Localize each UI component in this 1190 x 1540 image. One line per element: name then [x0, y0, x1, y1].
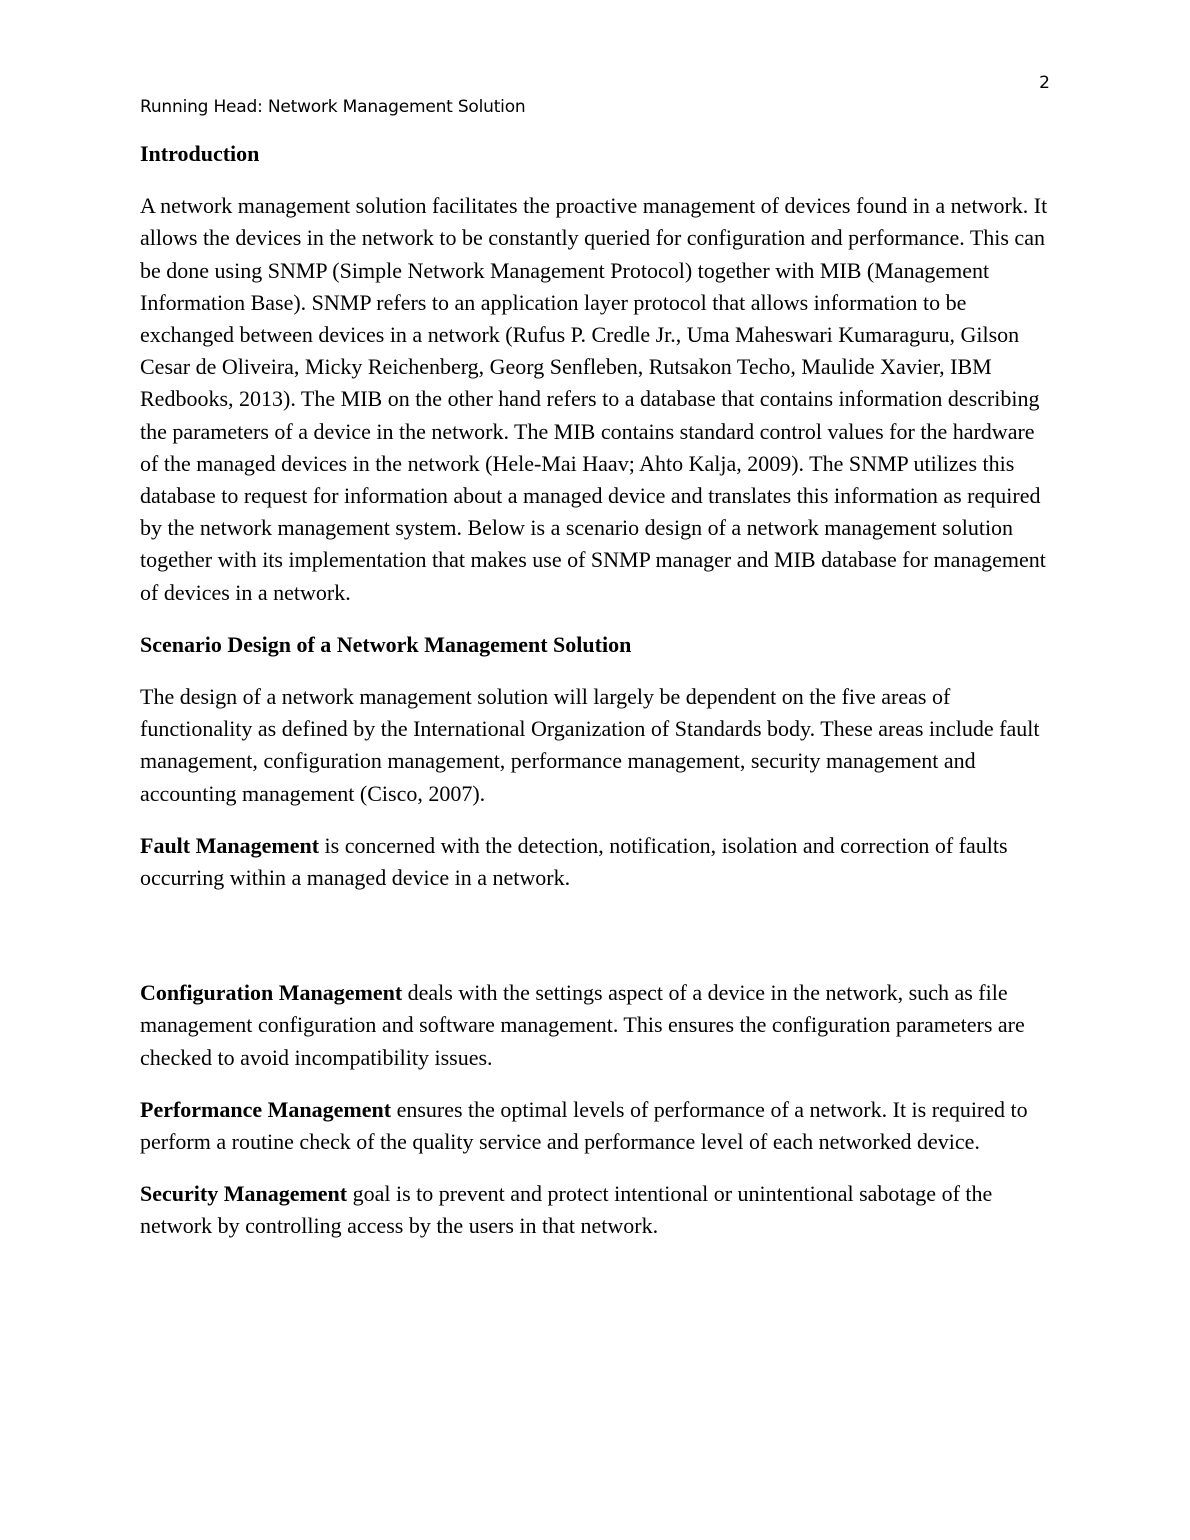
fault-management-paragraph	[140, 830, 1050, 894]
configuration-management-text: deals with the settings aspect of a device in the network, such as file management configuration and software management. This ensures the configuration parameters are checked to avoid incompatibility issues.	[140, 980, 1025, 1070]
section-heading-scenario-design: Scenario Design of a Network Management Solution	[140, 631, 632, 657]
configuration-management-paragraph	[140, 977, 1050, 1074]
page-number: 2	[1039, 73, 1050, 93]
running-head: Running Head: Network Management Solution	[140, 97, 526, 117]
document-body	[140, 138, 1050, 1263]
security-management-paragraph	[140, 1178, 1050, 1242]
performance-management-term: Performance Management	[140, 1096, 392, 1122]
security-management-term: Security Management	[140, 1181, 348, 1207]
configuration-management-term: Configuration Management	[140, 980, 403, 1006]
fault-management-term: Fault Management	[140, 832, 320, 858]
performance-management-text: ensures the optimal levels of performance of a network. It is required to perform a routine check of the quality service and performance level of each networked device.	[140, 1096, 1028, 1155]
scenario-paragraph: The design of a network management solution will largely be dependent on the five areas of functionality as defined by the International Organization of Standards body. These areas include fault management, configuration management, performance management, security management and accounting management (Cisco, 2007).	[140, 684, 1040, 806]
fault-management-text: is concerned with the detection, notification, isolation and correction of faults occurring within a managed device in a network.	[140, 832, 1008, 891]
performance-management-paragraph	[140, 1094, 1050, 1158]
section-heading-introduction: Introduction	[140, 141, 260, 166]
introduction-paragraph: A network management solution facilitates the proactive management of devices found in a network. It allows the devices in the network to be constantly queried for configuration and performance. This can be done using SNMP (Simple Network Management Protocol) together with MIB (Management Information Base). SNMP refers to an application layer protocol that allows information to be exchanged between devices in a network (Rufus P. Credle Jr., Uma Maheswari Kumaraguru, Gilson Cesar de Oliveira, Micky Reichenberg, Georg Senfleben, Rutsakon Techo, Maulide Xavier, IBM Redbooks, 2013). The MIB on the other hand refers to a database that contains information describing the parameters of a device in the network. The MIB contains standard control values for the hardware of the managed devices in the network (Hele-Mai Haav; Ahto Kalja, 2009). The SNMP utilizes this database to request for information about a managed device and translates this information as required by the network management system. Below is a scenario design of a network management solution together with its implementation that makes use of SNMP manager and MIB database for management of devices in a network.	[140, 193, 1048, 605]
security-management-text: goal is to prevent and protect intentional or unintentional sabotage of the network by controlling access by the users in that network.	[140, 1181, 993, 1239]
